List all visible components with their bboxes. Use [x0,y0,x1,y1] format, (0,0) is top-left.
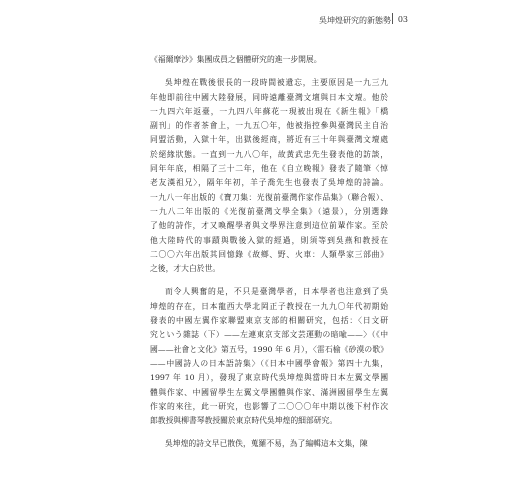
text-line: 二〇〇六年出版其回憶錄《故鄉、野、火車：人類學家三部曲》 [150,249,388,259]
text-line: 究という雜誌（下）——左連東京支部文芸運動の暗喩——〉（《中 [150,330,388,340]
text-line: 作家的來往，此一研究，也影響了二〇〇〇年中期以後下村作次 [150,401,388,411]
text-line: 年他即前往中國大陸發展，同時遠離臺灣文壇與日本文壇。他於 [150,92,388,102]
text-line: 副刊」的作者茶會上，一九五〇年，他被指控參與臺灣民主自治 [150,121,388,131]
running-header-title: 吳坤煌研究的新態勢 [319,16,391,25]
text-line: 老友漢祖兄〉，隔年年初，羊子喬先生也發表了吳坤煌的詩論。 [150,178,388,188]
text-line: ——中國詩人の日本語詩集〉（《日本中國學會報》第四十九集， [150,358,388,368]
text-line: 而令人興奮的是，不只是臺灣學者，日本學者也注意到了吳 [165,287,388,297]
text-line: 之後，才大白於世。 [150,264,221,274]
text-line: 一九四六年返臺，一九四八年蘇花一現被出現在《新生報》「橋 [150,106,388,116]
body-text [150,53,388,461]
text-line: 他大陸時代的事蹟與戰後入獄的經過，則須等到吳燕和教授在 [150,235,388,245]
text-line: 同年年底，相隔了三十二年，他在《自立晚報》發表了隨筆〈悼 [150,164,388,174]
text-line: 《福爾摩沙》集團成員之個體研究的進一步開展。 [150,55,322,64]
text-line: 郎教授與柳書琴教授關於東京時代吳坤煌的細部研究。 [150,416,338,426]
paragraph [150,76,388,276]
paragraph [150,437,388,451]
text-line: 同盟活動，入獄十年，出獄後經商，將近有三十年與臺灣文壇處 [150,135,388,145]
text-line: 坤煌的存在，日本龍西大學北岡正子教授在一九九〇年代初期始 [150,301,388,311]
header-divider [392,13,393,24]
text-line: 吳坤煌在戰後很長的一段時間被遺忘，主要原因是一九三九 [165,78,388,88]
paragraph [150,53,388,67]
text-line: 一九八一年出版的《寶刀集：光復前臺灣作家作品集》（聯合報）、 [150,192,388,202]
text-line: 體與作家、中國留學生左翼文學團體與作家、滿洲國留學生左翼 [150,387,388,397]
text-line: 吳坤煌的詩文早已散佚，蒐羅不易，為了編輯這本文集，陳 [165,439,368,449]
text-line: 於絕緣狀態。一直到一九八〇年，故黃武忠先生發表他的訪談， [150,149,388,159]
text-line: 1997 年 10 月），發現了東京時代吳坤煌與當時日本左翼文學團 [150,373,388,383]
page-number: 03 [397,15,408,24]
text-line: 國——社會と文化》第五号，1990 年 6 月），〈雷石榆《砂漠の歌》 [150,344,388,354]
paragraph [150,285,388,428]
text-line: 一九八二年出版的《光復前臺灣文學全集》（遠景），分別選錄 [150,206,388,216]
text-line: 了他的詩作，才又喚醒學者與文學界注意到這位前輩作家。至於 [150,221,388,231]
text-line: 發表的中國左翼作家聯盟東京支部的相關研究，包括：〈日文研 [150,316,388,326]
